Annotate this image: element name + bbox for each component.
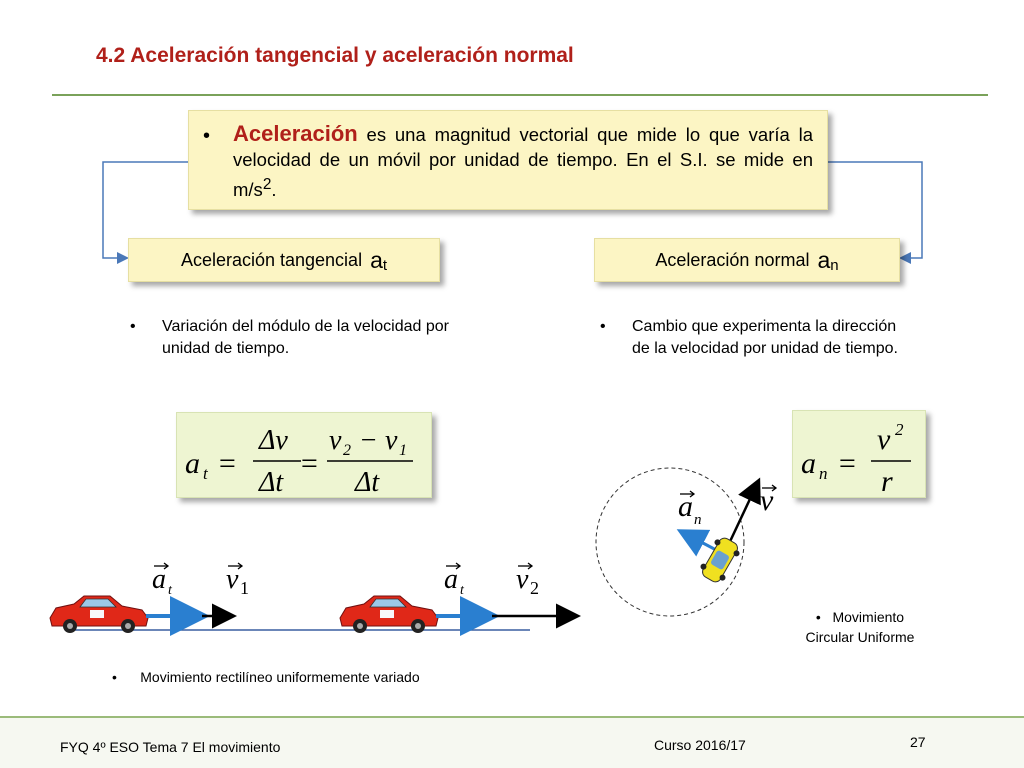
normal-label: Aceleración normal	[655, 249, 810, 270]
formula-t-minus: −	[359, 425, 378, 456]
normal-symbol-sub: n	[830, 256, 839, 274]
formula-n-num: v	[877, 423, 891, 456]
vec-at-1-sub: t	[168, 583, 172, 598]
car-1-icon	[50, 596, 148, 633]
circular-motion-diagram	[580, 460, 800, 620]
circle-car-icon	[697, 534, 743, 586]
vec-v1-sub: 1	[240, 578, 249, 598]
formula-n-lhs-sub: n	[819, 464, 828, 483]
velocity-arrow-circle	[726, 482, 758, 550]
circle-vec-an: a	[678, 490, 693, 523]
tangential-description	[130, 316, 460, 360]
linear-motion-diagram	[40, 548, 600, 638]
formula-t-num2a-sub: 2	[343, 442, 351, 459]
formula-n-lhs: a	[801, 447, 816, 480]
formula-n-den: r	[881, 465, 893, 498]
normal-description-text: Cambio que experimenta la dirección de la velocidad por unidad de tiempo.	[632, 318, 898, 357]
circular-caption-line1: Movimiento	[832, 609, 905, 625]
normal-label-box	[594, 238, 900, 282]
formula-n-eq: =	[837, 447, 858, 480]
circular-caption-line2: Circular Uniforme	[805, 629, 915, 645]
normal-description	[600, 316, 900, 360]
tangential-label: Aceleración tangencial	[180, 249, 363, 270]
formula-t-den2: Δt	[355, 467, 380, 498]
circle-vec-v: v	[760, 484, 774, 517]
normal-formula-math	[793, 411, 927, 499]
definition-box	[188, 110, 828, 210]
definition-end: .	[271, 179, 277, 201]
vec-v1: v	[226, 564, 239, 595]
tangential-formula	[176, 412, 432, 498]
formula-t-num2b-sub: 1	[399, 442, 407, 459]
formula-t-lhs-sub: t	[203, 464, 208, 483]
tangential-label-box	[128, 238, 440, 282]
formula-n-num-sup: 2	[895, 420, 904, 439]
circle-vec-an-sub: n	[694, 512, 702, 528]
car-2-icon	[340, 596, 438, 633]
slide-title: 4.2 Aceleración tangencial y aceleración normal	[96, 44, 574, 67]
normal-formula	[792, 410, 926, 498]
vec-at-1: a	[152, 564, 166, 595]
linear-caption-bullet: •	[112, 669, 117, 685]
tangential-description-text: Variación del módulo de la velocidad por unidad de tiempo.	[162, 318, 449, 357]
tangential-formula-math	[177, 413, 433, 499]
circular-caption-bullet: •	[815, 609, 821, 625]
formula-t-eq1: =	[217, 447, 238, 480]
formula-t-eq2: =	[299, 447, 320, 480]
definition-unit-exponent: 2	[262, 176, 272, 193]
vec-v2: v	[516, 564, 529, 595]
formula-t-den1: Δt	[259, 467, 284, 498]
formula-t-num2b: v	[385, 425, 398, 456]
vec-at-2: a	[444, 564, 458, 595]
tangential-bullet: •	[130, 318, 136, 335]
vec-at-2-sub: t	[460, 583, 464, 598]
definition-text	[233, 121, 813, 202]
footer-divider	[0, 716, 1024, 718]
vec-v2-sub: 2	[530, 578, 539, 598]
tangential-symbol-sub: t	[382, 256, 388, 274]
tangential-symbol: a	[370, 246, 383, 273]
linear-caption-text: Movimiento rectilíneo uniformemente variado	[140, 669, 420, 685]
formula-t-lhs: a	[185, 447, 200, 480]
linear-caption	[112, 669, 420, 685]
formula-t-num1: Δv	[259, 425, 288, 456]
formula-t-num2a: v	[329, 425, 342, 456]
normal-symbol: a	[817, 246, 831, 273]
circular-caption	[780, 607, 940, 647]
definition-body: es una magnitud vectorial que mide lo que varía la velocidad de un móvil por unidad de tiempo. En el S.I. se mide en m/s	[233, 124, 813, 201]
normal-bullet: •	[600, 318, 606, 335]
page-number: 27	[910, 734, 926, 750]
definition-keyword: Aceleración	[233, 121, 358, 146]
definition-bullet: •	[203, 125, 211, 147]
footer-course-info: FYQ 4º ESO Tema 7 El movimiento	[60, 739, 281, 755]
footer-year: Curso 2016/17	[654, 737, 746, 753]
